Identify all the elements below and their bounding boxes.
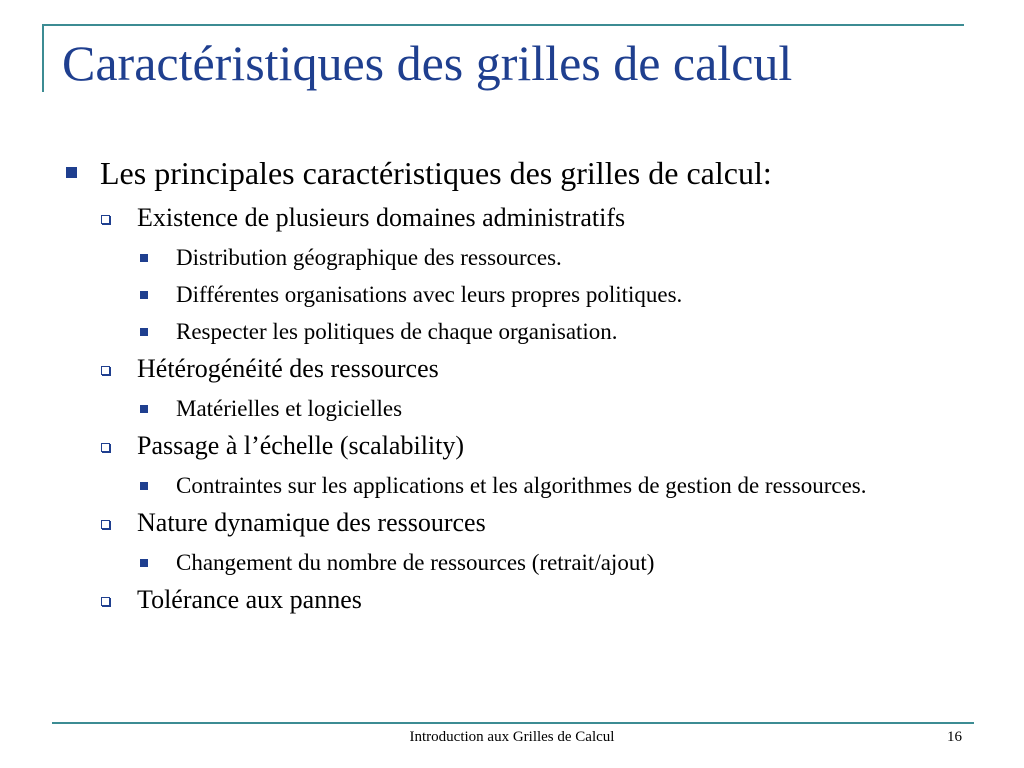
sub-bullet-item [0, 582, 1024, 618]
sub-sub-bullet-item [0, 279, 906, 310]
bullet-list [0, 150, 1024, 618]
bullet-text: Changement du nombre de ressources (retrait/ajout) [176, 550, 655, 575]
square-bullet-icon [140, 254, 148, 262]
square-bullet-icon [140, 328, 148, 336]
sub-sub-bullet-item [0, 242, 906, 273]
hollow-square-bullet-icon [101, 215, 110, 224]
hollow-square-bullet-icon [101, 443, 110, 452]
sub-sub-bullet-item [0, 316, 906, 347]
sub-sub-bullet-item [0, 547, 906, 578]
bullet-text: Nature dynamique des ressources [137, 508, 486, 537]
title-frame-left-rule [42, 24, 44, 92]
slide-title: Caractéristiques des grilles de calcul [62, 35, 793, 91]
sub-bullet-item [0, 200, 1024, 236]
square-bullet-icon [66, 167, 77, 178]
hollow-square-bullet-icon [101, 520, 110, 529]
sub-sub-bullet-item [0, 470, 906, 501]
bullet-text: Passage à l’échelle (scalability) [137, 431, 465, 460]
bullet-text: Respecter les politiques de chaque organisation. [176, 319, 618, 344]
title-frame-top-rule [42, 24, 964, 26]
bullet-text: Les principales caractéristiques des grilles de calcul: [100, 155, 772, 191]
sub-bullet-item [0, 428, 1024, 464]
footer-title: Introduction aux Grilles de Calcul [409, 729, 615, 745]
square-bullet-icon [140, 405, 148, 413]
square-bullet-icon [140, 559, 148, 567]
sub-bullet-item [0, 351, 1024, 387]
footer-rule [52, 722, 974, 724]
square-bullet-icon [140, 482, 148, 490]
page-number: 16 [947, 729, 962, 745]
bullet-text: Différentes organisations avec leurs propres politiques. [176, 282, 683, 307]
square-bullet-icon [140, 291, 148, 299]
bullet-item [0, 150, 1024, 196]
bullet-text: Tolérance aux pannes [137, 585, 362, 614]
bullet-text: Distribution géographique des ressources. [176, 245, 562, 270]
sub-bullet-item [0, 505, 1024, 541]
bullet-text: Hétérogénéité des ressources [137, 354, 439, 383]
hollow-square-bullet-icon [101, 597, 110, 606]
bullet-text: Matérielles et logicielles [176, 396, 403, 421]
hollow-square-bullet-icon [101, 366, 110, 375]
sub-sub-bullet-item [0, 393, 906, 424]
bullet-text: Existence de plusieurs domaines administratifs [137, 203, 626, 232]
bullet-text: Contraintes sur les applications et les algorithmes de gestion de ressources. [176, 473, 867, 498]
